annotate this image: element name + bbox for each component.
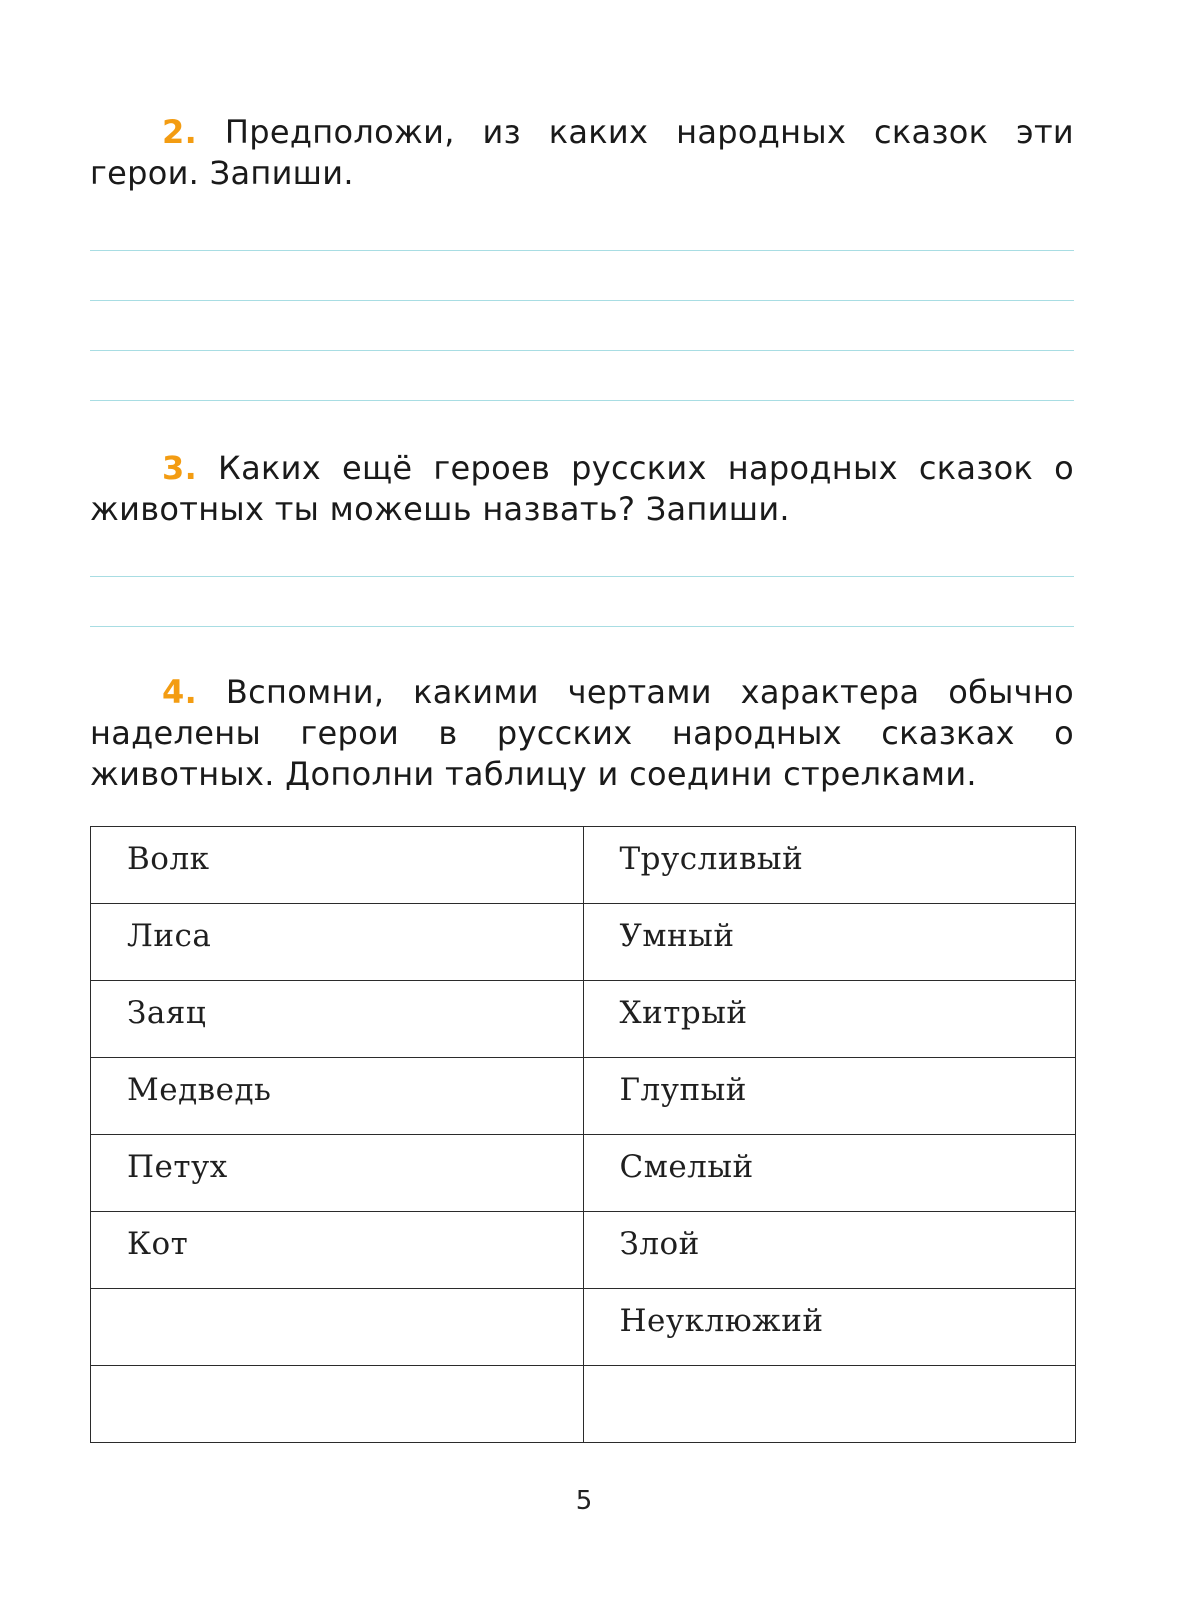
table-row xyxy=(91,904,1076,981)
trait-cell[interactable] xyxy=(583,1289,1076,1366)
trait-name: Глупый xyxy=(619,1072,747,1108)
trait-cell[interactable] xyxy=(583,1212,1076,1289)
table-row xyxy=(91,1135,1076,1212)
answer-line-task-2-4[interactable] xyxy=(90,400,1074,401)
table-row xyxy=(91,1289,1076,1366)
animal-cell[interactable] xyxy=(91,1212,584,1289)
task-2 xyxy=(90,112,1074,194)
animal-cell[interactable] xyxy=(91,1058,584,1135)
trait-name: Неуклюжий xyxy=(619,1303,824,1339)
task-2-paragraph xyxy=(90,112,1074,194)
trait-name: Умный xyxy=(619,918,735,954)
task-3 xyxy=(90,448,1074,530)
table-row xyxy=(91,1366,1076,1443)
table-row xyxy=(91,1212,1076,1289)
answer-line-task-3-1[interactable] xyxy=(90,576,1074,577)
animal-cell[interactable] xyxy=(91,904,584,981)
table-row xyxy=(91,981,1076,1058)
animal-cell-empty[interactable] xyxy=(91,1289,584,1366)
trait-cell[interactable] xyxy=(583,1058,1076,1135)
animal-cell[interactable] xyxy=(91,827,584,904)
trait-cell-empty[interactable] xyxy=(583,1366,1076,1443)
trait-cell[interactable] xyxy=(583,981,1076,1058)
animal-name: Лиса xyxy=(127,918,212,954)
task-3-number: 3. xyxy=(162,449,198,487)
characters-traits-table xyxy=(90,826,1076,1443)
answer-line-task-2-1[interactable] xyxy=(90,250,1074,251)
trait-name: Трусливый xyxy=(619,841,804,877)
trait-name: Хитрый xyxy=(619,995,748,1031)
animal-name: Петух xyxy=(127,1149,228,1185)
table-row xyxy=(91,1058,1076,1135)
trait-cell[interactable] xyxy=(583,827,1076,904)
trait-cell[interactable] xyxy=(583,904,1076,981)
task-2-number: 2. xyxy=(162,113,198,151)
task-3-text: Каких ещё героев русских народных сказок о животных ты можешь назвать? Запиши. xyxy=(90,449,1074,528)
task-4-number: 4. xyxy=(162,673,198,711)
animal-cell[interactable] xyxy=(91,981,584,1058)
answer-line-task-2-3[interactable] xyxy=(90,350,1074,351)
page-number: 5 xyxy=(575,1486,593,1516)
animal-name: Кот xyxy=(127,1226,189,1262)
trait-name: Смелый xyxy=(619,1149,754,1185)
table-row xyxy=(91,827,1076,904)
task-3-paragraph xyxy=(90,448,1074,530)
task-4 xyxy=(90,672,1074,795)
task-4-text: Вспомни, какими чертами характера обычно наделены герои в русских народных сказках о животных. Дополни таблицу и соедини стрелками. xyxy=(90,673,1074,793)
animal-name: Медведь xyxy=(127,1072,272,1108)
task-2-text: Предположи, из каких народных сказок эти герои. Запиши. xyxy=(90,113,1074,192)
answer-line-task-2-2[interactable] xyxy=(90,300,1074,301)
trait-cell[interactable] xyxy=(583,1135,1076,1212)
task-4-paragraph xyxy=(90,672,1074,795)
trait-name: Злой xyxy=(619,1226,700,1262)
animal-cell[interactable] xyxy=(91,1135,584,1212)
animal-cell-empty[interactable] xyxy=(91,1366,584,1443)
answer-line-task-3-2[interactable] xyxy=(90,626,1074,627)
animal-name: Волк xyxy=(127,841,210,877)
animal-name: Заяц xyxy=(127,995,207,1031)
